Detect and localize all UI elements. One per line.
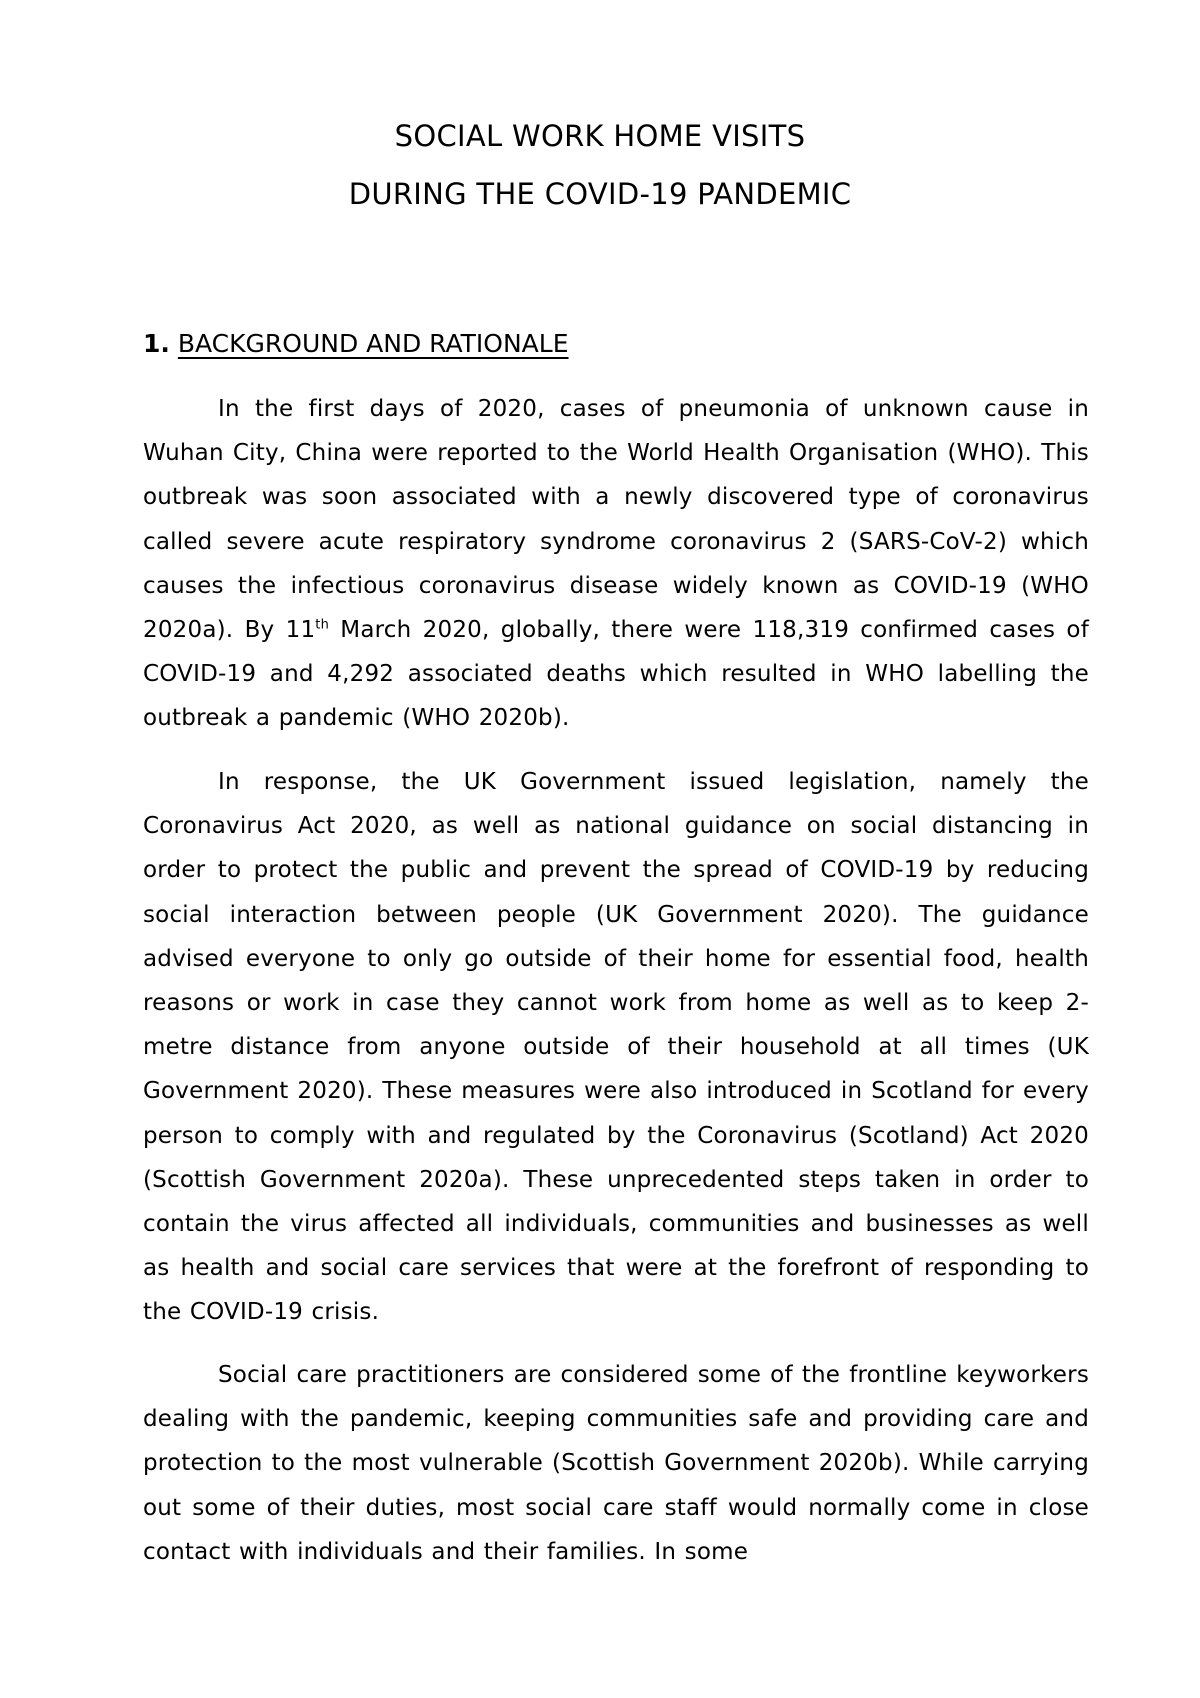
section-heading: [143, 326, 569, 362]
paragraph-1-part-2: March 2020, globally, there were 118,319 confirmed cases of COVID-19 and 4,292 associated deaths which resulted in WHO labelling the outbreak a pandemic (WHO 2020b).: [143, 617, 1090, 732]
paragraph-1-part-1: In the first days of 2020, cases of pneumonia of unknown cause in Wuhan City, China were reported to the World Health Organisation (WHO). This outbreak was soon associated with a newly discovered type of coronavirus called severe acute respiratory syndrome coronavirus 2 (SARS-CoV-2) which causes the infectious coronavirus disease widely known as COVID-19 (WHO 2020a). By 11: [143, 396, 1089, 644]
document-title-line-2: DURING THE COVID-19 PANDEMIC: [348, 177, 852, 211]
paragraph-3: Social care practitioners are considered some of the frontline keyworkers dealing with the pandemic, keeping communities safe and providing care and protection to the most vulnerable (Scottish Government 2020b). While carrying out some of their duties, most social care staff would normally come in close contact with individuals and their families. In some: [143, 1362, 1089, 1565]
paragraph-1: [143, 387, 1089, 741]
section-number: 1.: [143, 329, 170, 358]
document-title-line-1: SOCIAL WORK HOME VISITS: [394, 119, 806, 153]
paragraph-2: In response, the UK Government issued legislation, namely the Coronavirus Act 2020, as well as national guidance on social distancing in order to protect the public and prevent the spread of COVID-19 by reducing social interaction between people (UK Government 2020). The guidance advised everyone to only go outside of their home for essential food, health reasons or work in case they cannot work from home as well as to keep 2-metre distance from anyone outside of their household at all times (UK Government 2020). These measures were also introduced in Scotland for every person to comply with and regulated by the Coronavirus (Scotland) Act 2020 (Scottish Government 2020a). These unprecedented steps taken in order to contain the virus affected all individuals, communities and businesses as well as health and social care services that were at the forefront of responding to the COVID-19 crisis.: [143, 769, 1089, 1326]
section-title: BACKGROUND AND RATIONALE: [177, 329, 569, 358]
ordinal-superscript: th: [315, 617, 330, 633]
